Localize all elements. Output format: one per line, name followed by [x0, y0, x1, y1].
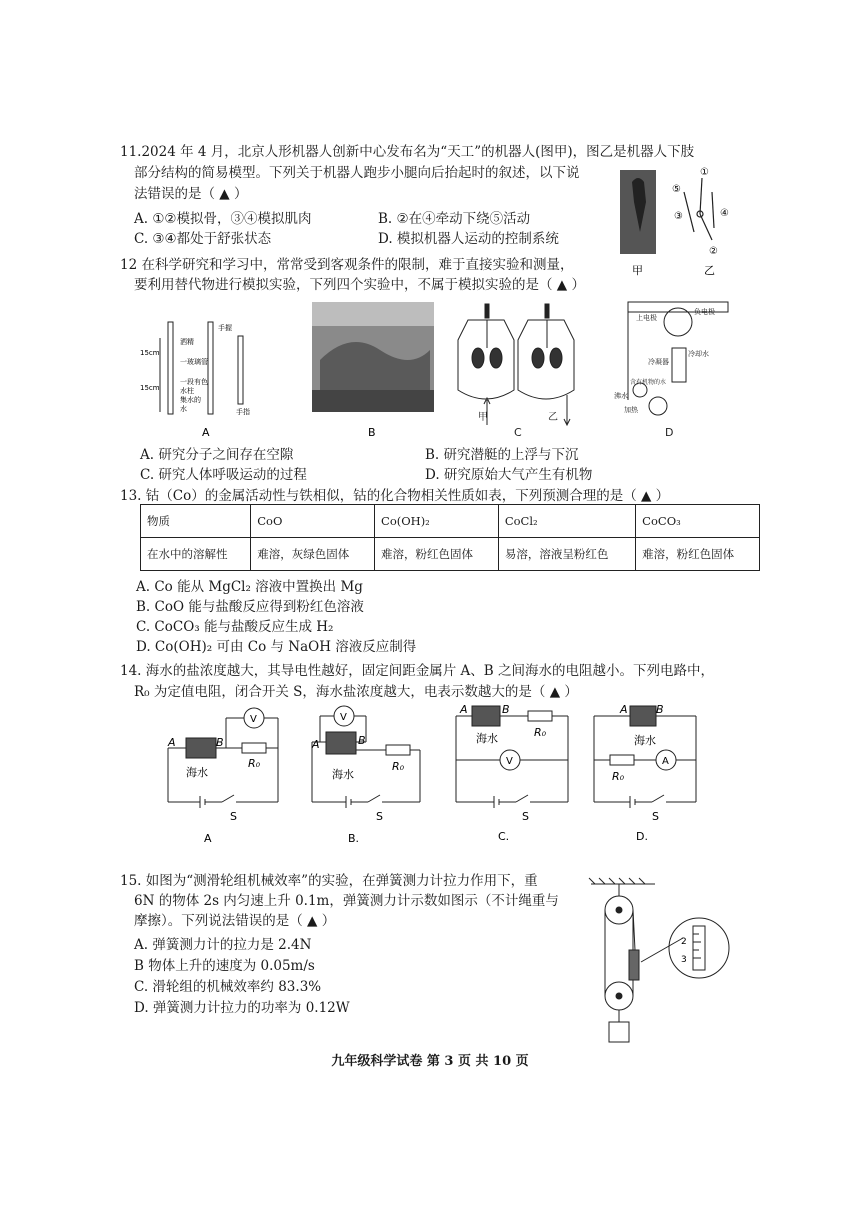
q12-fig-c-yi: 乙 — [548, 412, 558, 423]
fig-a-finger: 手指 — [236, 408, 250, 416]
fig-d-neg-electrode: 负电极 — [694, 308, 715, 316]
q11-option-a: A. ①②模拟骨，③④模拟肌肉 — [134, 211, 312, 227]
q12-fig-b-letter: B — [368, 426, 376, 439]
scale-mark-3: 3 — [681, 955, 687, 965]
q12-fig-d-letter: D — [665, 426, 674, 439]
fig-a-colored: 一段有色 — [180, 378, 208, 386]
q11-stem-line3: 法错误的是（ ▲ ） — [134, 186, 248, 202]
q13-table — [140, 504, 760, 571]
circuit-c-seawater: 海水 — [476, 732, 498, 745]
q15-stem-line2: 6N 的物体 2s 内匀速上升 0.1m，弹簧测力计示数如图示（不计绳重与 — [134, 893, 559, 909]
q12-option-b: B. 研究潜艇的上浮与下沉 — [425, 447, 579, 463]
q11-robot-figure — [612, 162, 742, 284]
mark-5: ⑤ — [672, 184, 681, 195]
table-header-row — [141, 505, 760, 538]
fig-d-top-electrode: 上电极 — [636, 314, 657, 322]
q12-fig-a-letter: A — [202, 426, 210, 439]
q11-stem-line1: 11.2024 年 4 月，北京人形机器人创新中心发布名为“天工”的机器人(图甲)，图乙是机器人下肢 — [120, 144, 695, 160]
q11-option-d: D. 模拟机器人运动的控制系统 — [378, 231, 559, 247]
mark-3: ③ — [674, 211, 683, 222]
circuit-b-voltmeter: V — [340, 712, 347, 723]
q15-stem-line1: 15. 如图为“测滑轮组机械效率”的实验，在弹簧测力计拉力作用下，重 — [120, 873, 538, 889]
q15-stem-line3: 摩擦）。下列说法错误的是（ ▲ ） — [134, 913, 336, 929]
fig-a-alcohol: 洒精 — [180, 338, 194, 346]
q12-fig-c — [458, 304, 574, 439]
mark-1: ① — [700, 167, 709, 178]
q14-stem-line2: R₀ 为定值电阻，闭合开关 S，海水盐浓度越大，电表示数越大的是（ ▲ ） — [134, 684, 578, 700]
pulley-system — [589, 878, 729, 1042]
circuit-a-label-b: B — [216, 736, 224, 749]
circuit-d-ammeter: A — [662, 756, 669, 767]
q15-option-b: B 物体上升的速度为 0.05m/s — [134, 958, 315, 974]
table-cell: 难溶，粉红色固体 — [636, 538, 760, 571]
q14-option-c: C. — [498, 830, 510, 843]
q15-pulley-figure — [585, 876, 735, 1048]
q12-fig-a — [140, 322, 250, 439]
mark-2: ② — [709, 246, 718, 257]
table-cell: 难溶，灰绿色固体 — [251, 538, 375, 571]
q12-fig-b — [312, 302, 434, 439]
q11-option-b: B. ②在④牵动下绕⑤活动 — [378, 211, 531, 227]
q11-option-c: C. ③④都处于舒张状态 — [134, 231, 272, 247]
q15-option-d: D. 弹簧测力计拉力的功率为 0.12W — [134, 1000, 350, 1016]
circuit-a-label-a: A — [168, 736, 176, 749]
table-cell: 难溶，粉红色固体 — [375, 538, 499, 571]
circuit-d-seawater: 海水 — [634, 734, 656, 747]
circuit-d-switch: S — [652, 810, 659, 823]
q11-fig-yi: 乙 — [704, 264, 715, 277]
table-cell: 物质 — [141, 505, 251, 538]
circuit-b-label-b: B — [358, 734, 366, 747]
q12-figures — [130, 300, 770, 445]
circuit-b-switch: S — [376, 810, 383, 823]
q12-option-a: A. 研究分子之间存在空隙 — [140, 447, 294, 463]
circuit-d-label-b: B — [656, 703, 664, 716]
fig-d-boiling-water: 沸水 — [614, 392, 628, 400]
fig-a-glass-tube: 一玻璃管 — [180, 358, 208, 366]
circuit-b-seawater: 海水 — [332, 768, 354, 781]
fig-a-15cm-bottom: 15cm — [140, 384, 160, 392]
q13-option-b: B. CoO 能与盐酸反应得到粉红色溶液 — [136, 599, 364, 615]
q13-option-a: A. Co 能从 MgCl₂ 溶液中置换出 Mg — [136, 579, 363, 595]
circuit-a-seawater: 海水 — [186, 766, 208, 779]
q14-circuits — [150, 700, 710, 850]
fig-d-condenser: 冷凝器 — [648, 358, 669, 366]
table-cell: 在水中的溶解性 — [141, 538, 251, 571]
circuit-c-switch: S — [522, 810, 529, 823]
q11-fig-jia: 甲 — [632, 264, 643, 277]
q12-fig-d — [614, 302, 728, 439]
table-cell: CoCO₃ — [636, 505, 760, 538]
leg-model — [684, 178, 714, 240]
circuit-c-label-b: B — [502, 703, 510, 716]
circuit-c-label-a: A — [460, 703, 468, 716]
table-cell: Co(OH)₂ — [375, 505, 499, 538]
fig-a-collect: 集水的 — [180, 396, 201, 404]
q12-option-d: D. 研究原始大气产生有机物 — [425, 467, 593, 483]
fig-a-water-column: 水柱 — [180, 387, 194, 395]
q12-fig-c-letter: C — [514, 426, 522, 439]
fig-a-water: 水 — [180, 405, 187, 413]
fig-a-15cm-top: 15cm — [140, 349, 160, 357]
q14-circuit-b — [312, 706, 420, 808]
circuit-a-switch: S — [230, 810, 237, 823]
circuit-d-label-a: A — [620, 703, 628, 716]
fig-d-heat: 加热 — [624, 406, 638, 414]
q14-stem-line1: 14. 海水的盐浓度越大，其导电性越好，固定间距金属片 A、B 之间海水的电阻越小。下列电路中， — [120, 663, 715, 679]
fig-d-cooling-water: 冷却水 — [688, 350, 709, 358]
q14-option-a: A — [204, 832, 212, 845]
circuit-c-r0: R₀ — [534, 726, 547, 739]
table-cell: 易溶，溶液呈粉红色 — [498, 538, 635, 571]
fig-d-organic-water: 含有机物的水 — [630, 379, 667, 386]
q12-stem-line2: 要利用替代物进行模拟实验，下列四个实验中，不属于模拟实验的是（ ▲ ） — [134, 277, 585, 293]
table-row — [141, 538, 760, 571]
page-footer: 九年级科学试卷 第 3 页 共 10 页 — [331, 1054, 529, 1069]
circuit-a-r0: R₀ — [248, 757, 261, 770]
q12-option-c: C. 研究人体呼吸运动的过程 — [140, 467, 307, 483]
q11-stem-line2: 部分结构的简易模型。下列关于机器人跑步小腿向后抬起时的叙述，以下说 — [134, 165, 580, 181]
table-cell: CoO — [251, 505, 375, 538]
circuit-d-r0: R₀ — [612, 770, 625, 783]
q14-option-b: B. — [348, 832, 360, 845]
mark-4: ④ — [720, 208, 729, 219]
circuit-b-label-a: A — [312, 738, 320, 751]
q12-fig-c-jia: 甲 — [478, 412, 488, 423]
q14-option-d: D. — [636, 830, 648, 843]
q12-stem-line1: 12 在科学研究和学习中，常常受到客观条件的限制，难于直接实验和测量， — [120, 257, 574, 273]
q15-option-a: A. 弹簧测力计的拉力是 2.4N — [134, 937, 312, 953]
circuit-b-r0: R₀ — [392, 760, 405, 773]
fig-a-hand-hold: 手握 — [218, 324, 232, 332]
scale-mark-2: 2 — [681, 937, 687, 947]
q13-option-c: C. CoCO₃ 能与盐酸反应生成 H₂ — [136, 619, 334, 635]
q13-stem: 13. 钴（Co）的金属活动性与铁相似，钴的化合物相关性质如表，下列预测合理的是（ ▲ ） — [120, 488, 670, 504]
q14-circuit-d — [594, 706, 696, 808]
table-cell: CoCl₂ — [498, 505, 635, 538]
q14-circuit-a — [168, 708, 278, 808]
circuit-c-voltmeter: V — [506, 756, 513, 767]
circuit-a-voltmeter: V — [250, 714, 257, 725]
q15-option-c: C. 滑轮组的机械效率约 83.3% — [134, 979, 322, 995]
q13-option-d: D. Co(OH)₂ 可由 Co 与 NaOH 溶液反应制得 — [136, 639, 417, 655]
